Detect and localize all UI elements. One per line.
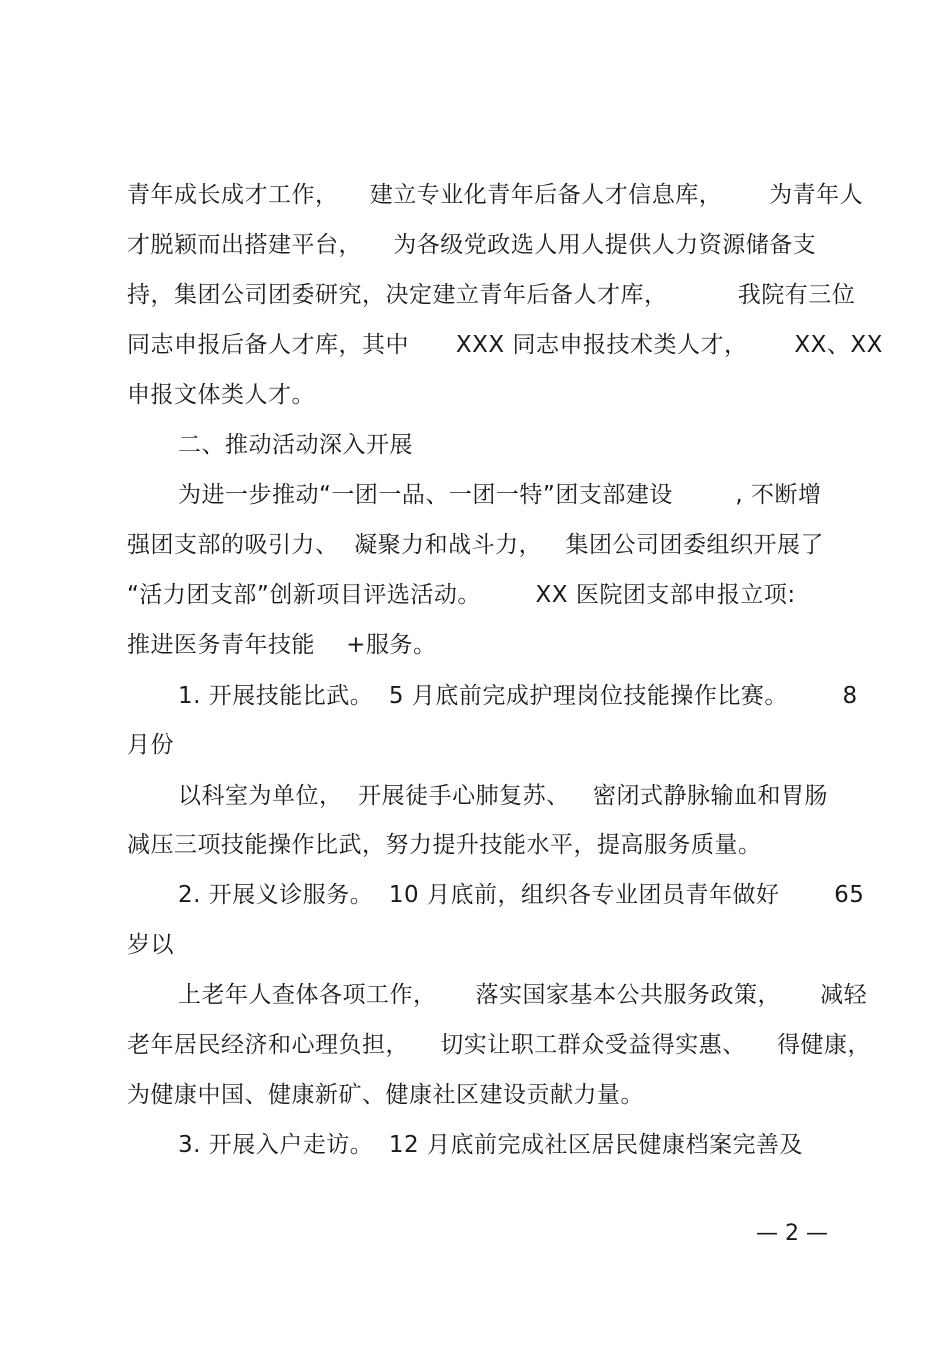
- list-item-heading: 3. 开展入户走访。 12 月底前完成社区居民健康档案完善及: [178, 1132, 803, 1158]
- text-line: 青年成长成才工作， 建立专业化青年后备人才信息库， 为青年人: [127, 182, 864, 208]
- text-line: 以科室为单位， 开展徒手心肺复苏、 密闭式静脉输血和胃肠: [178, 783, 829, 809]
- list-item-heading: 1. 开展技能比武。 5 月底前完成护理岗位技能操作比赛。 8: [178, 683, 858, 709]
- text-line: “活力团支部”创新项目评选活动。 XX 医院团支部申报立项:: [127, 582, 796, 608]
- text-line: 申报文体类人才。: [127, 382, 315, 408]
- text-line: 才脱颖而出搭建平台， 为各级党政选人用人提供人力资源储备支: [127, 232, 817, 258]
- text-line: 为健康中国、健康新矿、健康社区建设贡献力量。: [127, 1082, 644, 1108]
- text-line: 强团支部的吸引力、 凝聚力和战斗力， 集团公司团委组织开展了: [127, 532, 825, 558]
- text-line: 同志申报后备人才库，其中 XXX 同志申报技术类人才， XX、XX: [127, 332, 883, 358]
- text-line: 推进医务青年技能 +服务。: [127, 632, 437, 658]
- text-line: 岁以: [127, 932, 174, 958]
- text-line: 持，集团公司团委研究，决定建立青年后备人才库， 我院有三位: [127, 282, 856, 308]
- section-heading: 二、推动活动深入开展: [178, 432, 413, 458]
- text-line: 为进一步推动“一团一品、一团一特”团支部建设 , 不断增: [178, 482, 822, 508]
- text-line: 老年居民经济和心理负担， 切实让职工群众受益得实惠、 得健康，: [127, 1032, 871, 1058]
- text-line: 减压三项技能操作比武，努力提升技能水平，提高服务质量。: [127, 832, 762, 858]
- list-item-heading: 2. 开展义诊服务。 10 月底前，组织各专业团员青年做好 65: [178, 882, 865, 908]
- text-line: 上老年人查体各项工作， 落实国家基本公共服务政策， 减轻: [178, 982, 868, 1008]
- text-line: 月份: [127, 732, 174, 758]
- page-number: — 2 —: [756, 1221, 828, 1246]
